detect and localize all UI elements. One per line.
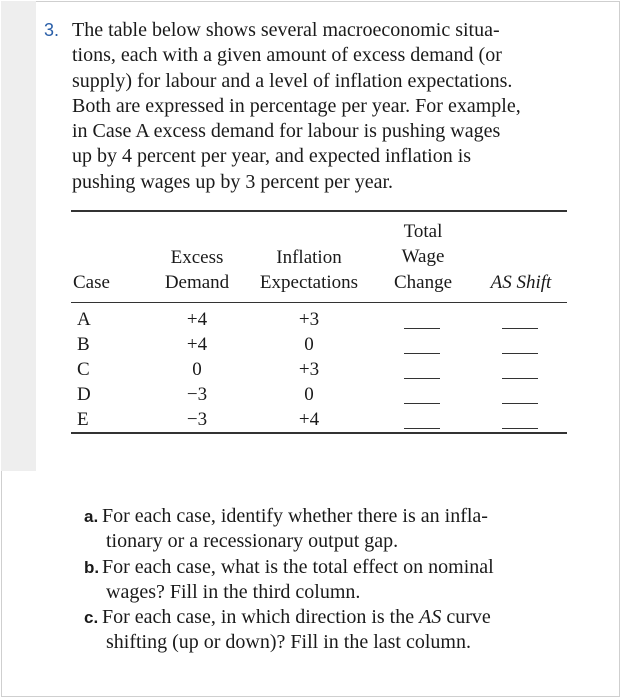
cell-excess-demand: −3	[186, 384, 208, 405]
part-a-line: a. For each case, identify whether there is an infla-	[86, 504, 586, 529]
blank-wage-change[interactable]	[404, 328, 440, 329]
table-top-rule	[71, 210, 567, 212]
blank-as-shift[interactable]	[502, 428, 538, 429]
part-b-label: b.	[84, 557, 100, 577]
part-b-line: b. For each case, what is the total effect on nominal	[86, 555, 586, 580]
cell-case: D	[77, 384, 91, 405]
problem-line: Both are expressed in percentage per year. For example,	[72, 94, 521, 117]
cell-excess-demand: +4	[186, 334, 208, 355]
question-parts	[86, 504, 586, 656]
part-c-line: c. For each case, in which direction is the AS curve	[86, 605, 586, 630]
left-margin-bar	[1, 1, 36, 471]
blank-as-shift[interactable]	[502, 403, 538, 404]
cell-excess-demand: 0	[192, 359, 202, 380]
header-inflation-1: Inflation	[276, 247, 342, 268]
cell-case: A	[77, 309, 91, 330]
cell-excess-demand: +4	[186, 309, 208, 330]
blank-as-shift[interactable]	[502, 353, 538, 354]
cell-case: E	[77, 409, 89, 430]
problem-line: pushing wages up by 3 percent per year.	[72, 170, 394, 193]
problem-line: in Case A excess demand for labour is pushing wages	[72, 120, 501, 143]
macro-situations-table	[71, 210, 567, 434]
part-a-label: a.	[84, 507, 99, 526]
cell-excess-demand: −3	[186, 409, 208, 430]
header-wage-2: Wage	[401, 246, 445, 267]
part-c-label: c.	[84, 608, 99, 628]
header-as-shift: AS Shift	[490, 272, 552, 293]
header-inflation-2: Expectations	[259, 272, 359, 293]
cell-case: C	[77, 359, 90, 380]
header-case: Case	[73, 272, 110, 293]
header-wage-1: Total	[403, 221, 443, 242]
problem-statement	[44, 18, 584, 195]
blank-wage-change[interactable]	[404, 353, 440, 354]
blank-wage-change[interactable]	[404, 403, 440, 404]
problem-line: up by 4 percent per year, and expected inflation is	[72, 145, 472, 168]
table-header-rule	[71, 302, 567, 303]
blank-wage-change[interactable]	[404, 378, 440, 379]
problem-line: 3. The table below shows several macroeconomic situa-	[44, 18, 584, 43]
cell-inflation-expectations: +3	[298, 359, 320, 380]
part-a-line: tionary or a recessionary output gap.	[106, 530, 399, 553]
cell-case: B	[77, 334, 90, 355]
cell-inflation-expectations: +3	[298, 309, 320, 330]
cell-inflation-expectations: 0	[304, 384, 314, 405]
header-excess-2: Demand	[164, 272, 230, 293]
header-wage-3: Change	[393, 272, 453, 293]
blank-wage-change[interactable]	[404, 428, 440, 429]
cell-inflation-expectations: 0	[304, 334, 314, 355]
blank-as-shift[interactable]	[502, 328, 538, 329]
part-b-line: wages? Fill in the third column.	[106, 580, 361, 603]
problem-line: tions, each with a given amount of excess demand (or	[72, 44, 502, 67]
cell-inflation-expectations: +4	[298, 409, 320, 430]
part-c-line: shifting (up or down)? Fill in the last column.	[106, 631, 471, 654]
table-bottom-rule	[71, 432, 567, 434]
question-number: 3.	[44, 20, 60, 40]
header-excess-1: Excess	[170, 247, 224, 268]
blank-as-shift[interactable]	[502, 378, 538, 379]
problem-line: supply) for labour and a level of inflation expectations.	[72, 69, 513, 92]
